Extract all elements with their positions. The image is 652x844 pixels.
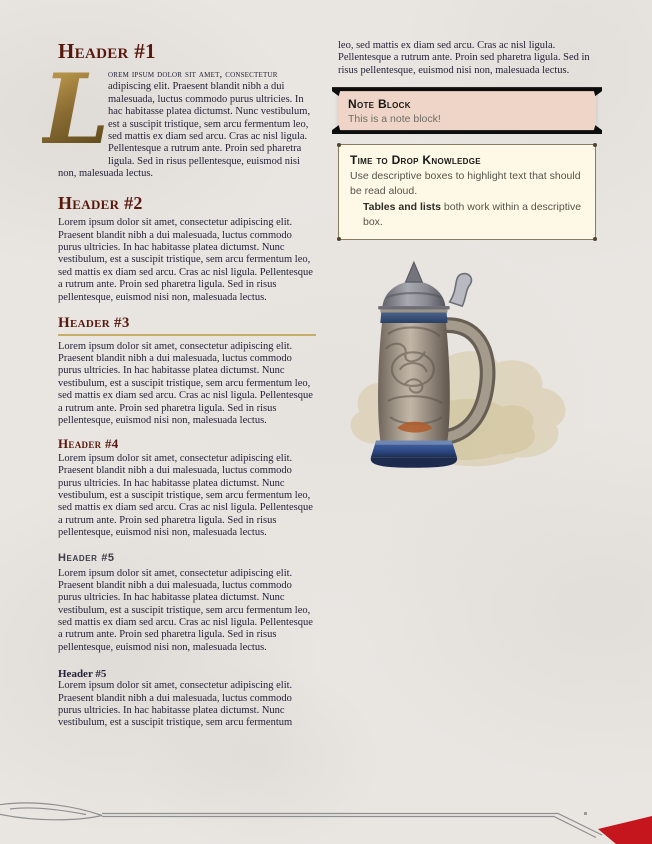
header-5-bold: Header #5 [58,668,107,681]
header-4: Header #4 [58,436,119,452]
descriptive-box [338,144,596,240]
note-block-title: Note Block [348,97,411,112]
header-5-caps: Header #5 [58,551,115,564]
opening-smallcaps-line: orem ipsum dolor sit amet, consectetur [108,69,278,81]
two-column-layout [42,39,596,739]
corner-dot-icon [593,237,597,241]
red-corner-triangle [598,816,652,844]
descriptive-box-title: Time to Drop Knowledge [350,153,481,168]
header-3: Header #3 [58,316,316,336]
dropcap-paragraph [42,53,316,180]
opening-paragraph-text: adipiscing elit. Praesent blandit nibh a dui malesuada, luctus commodo purus ultricies. In hac habitasse platea dictumst. Nunc vestibulum, est a suscipit tristique, sem arcu fermentum leo, sed mattis ex diam sed arcu. Cras ac nisl ligula. Pellentesque a rutrum ante. Proin sed pharetra ligula. Sed in risus pellentesque, euismod nisi non, malesuada lectus. [58,81,311,180]
footer-rule-dot [584,812,587,815]
paragraph: Lorem ipsum dolor sit amet, consectetur adipiscing elit. Praesent blandit nibh a dui malesuada, luctus commodo purus ultricies. In hac habitasse platea dictumst. Nunc vestibulum, est a suscipit tristique, sem arcu fermentum leo, sed mattis ex diam sed arcu. Cras ac nisl ligula. Pellentesque a rutrum ante. Proin sed pharetra ligula. Sed in risus pellentesque, euismod nisi non, malesuada lectus. [58,567,313,653]
footer-rule [102,814,602,838]
descriptive-box-line2 [363,200,584,230]
paragraph: Lorem ipsum dolor sit amet, consectetur adipiscing elit. Praesent blandit nibh a dui malesuada, luctus commodo purus ultricies. In hac habitasse platea dictumst. Nunc vestibulum, est a suscipit tristique, sem arcu fermentum leo, sed mattis ex diam sed arcu. Cras ac nisl ligula. Pellentesque a rutrum ante. Proin sed pharetra ligula. Sed in risus pellentesque, euismod nisi non, malesuada lectus. [58,452,313,539]
note-block-text: This is a note block! [348,113,441,126]
descriptive-box-line1: Use descriptive boxes to highlight text that should be read aloud. [350,170,581,198]
page-footer-ornament [0,800,652,844]
paragraph-truncated: Lorem ipsum dolor sit amet, consectetur adipiscing elit. Praesent blandit nibh a dui malesuada, luctus commodo purus ultricies. In hac habitasse platea dictumst. Nunc vestibulum, est a suscipit tristique, sem arcu fermentum [58,680,293,729]
descriptive-box-bold: Tables and lists [363,200,441,213]
descriptive-box-rest: both work within a descriptive box. [363,200,582,228]
right-column [338,40,596,739]
paragraph: Lorem ipsum dolor sit amet, consectetur adipiscing elit. Praesent blandit nibh a dui malesuada, luctus commodo purus ultricies. In hac habitasse platea dictumst. Nunc vestibulum, est a suscipit tristique, sem arcu fermentum leo, sed mattis ex diam sed arcu. Cras ac nisl ligula. Pellentesque a rutrum ante. Proin sed pharetra ligula. Sed in risus pellentesque, euismod nisi non, malesuada lectus. [58,217,313,303]
corner-dot-icon [337,143,341,147]
leaf-flourish-icon [0,803,102,820]
corner-dot-icon [593,143,597,147]
continuation-paragraph: leo, sed mattis ex diam sed arcu. Cras ac nisl ligula. Pellentesque a rutrum ante. Proin sed pharetra ligula. Sed in risus pellentesque, euismod nisi non, malesuada lectus. [338,40,590,76]
header-2: Header #2 [58,193,143,214]
left-column [42,39,316,739]
header-1: Header #1 [58,39,156,63]
note-block [338,90,596,131]
stein-illustration [332,260,596,477]
paragraph: Lorem ipsum dolor sit amet, consectetur adipiscing elit. Praesent blandit nibh a dui malesuada, luctus commodo purus ultricies. In hac habitasse platea dictumst. Nunc vestibulum, est a suscipit tristique, sem arcu fermentum leo, sed mattis ex diam sed arcu. Cras ac nisl ligula. Pellentesque a rutrum ante. Proin sed pharetra ligula. Sed in risus pellentesque, euismod nisi non, malesuada lectus. [58,340,313,426]
corner-dot-icon [337,237,341,241]
dropcap-letter: L [42,53,110,167]
